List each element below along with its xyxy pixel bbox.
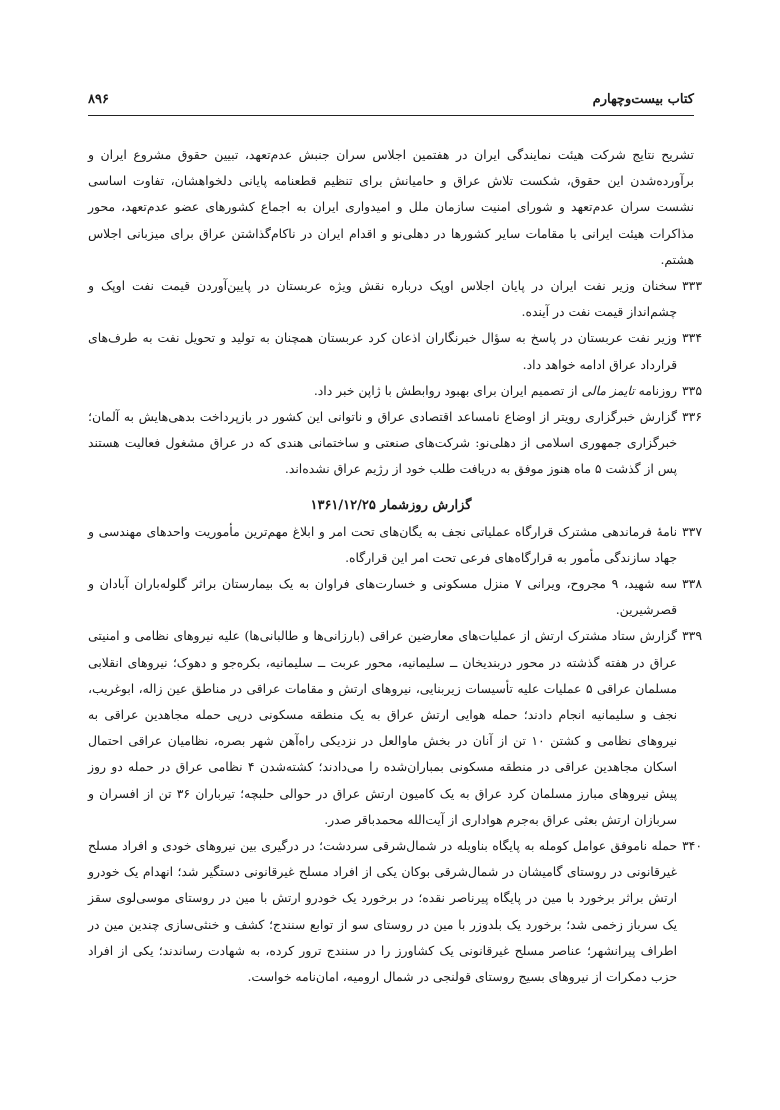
entry-list-a xyxy=(88,273,702,483)
entry-text: وزیر نفت عربستان در پاسخ به سؤال خبرنگاران اذعان کرد عربستان همچنان به تولید و تحویل نفت به طرف‌های قرارداد عراق ادامه خواهد داد. xyxy=(88,330,678,372)
entry-number: ۳۳۳ xyxy=(682,278,702,294)
entry-list-b xyxy=(88,519,702,991)
entry-number: ۳۳۹ xyxy=(682,628,702,644)
page-number: ۸۹۶ xyxy=(88,92,109,107)
entry-number: ۳۴۰ xyxy=(682,838,702,854)
entry-336 xyxy=(88,404,702,483)
entry-text: حمله ناموفق عوامل کومله به پایگاه بناویله در شمال‌شرقی سردشت؛ در درگیری بین نیروهای خودی و افراد مسلح غیرقانونی در روستای گامیشان در شمال‌شرقی بوکان یکی از افراد مسلح غیرقانونی دستگیر شد؛ انهدام یک خودرو ارتش براثر برخورد با مین در پایگاه پیرناصر نقده؛ در برخورد یک خودرو ارتش با مین در روستای موسی‌لوی سقز یک سرباز زخمی شد؛ برخورد یک بلدوزر با مین در روستای سو از توابع سنندج؛ کشف و خنثی‌سازی چندین مین در اطراف پیرانشهر؛ عناصر مسلح غیرقانونی یک کشاورز را در سنندج ترور کرده، به شهادت رساندند؛ یکی از افراد حزب دمکرات از نیروهای بسیج روستای قولنجی در شمال ارومیه، امان‌نامه خواست. xyxy=(88,838,678,985)
entry-text: گزارش ستاد مشترک ارتش از عملیات‌های معارضین عراقی (بارزانی‌ها و طالبانی‌ها) علیه نیروهای نظامی و امنیتی عراق در هفته گذشته در محور دربندیخان ــ سلیمانیه، محور عربت ــ سلیمانیه، بکره‌جو و دهوک؛ نیروهای انقلابی مسلمان عراقی ۵ عملیات علیه تأسیسات زیربنایی، نیروهای ارتش و مقامات عراقی در مناطق عین زاله، ابوغریب، نجف و سلیمانیه انجام دادند؛ حمله هوایی ارتش عراق به یک منطقه مسکونی درپی حمله مجاهدین عراقی به نیروهای نظامی و کشتن ۱۰ تن از آنان در بخش ماوالعل در نزدیکی راه‌آهن شهر بصره، نظامیان عراقی احتمال اسکان مجاهدین عراقی در منطقه مسکونی بمباران‌شده را می‌دادند؛ کشته‌شدن ۴ نظامی عراق در حمله دو روز پیش نیروهای مبارز مسلمان کرد عراق به یک کامیون ارتش عراق در حوالی حلبچه؛ تیرباران ۳۶ تن از افسران و سربازان ارتش بعثی عراق به‌جرم هواداری از آیت‌الله محمدباقر صدر. xyxy=(88,628,678,827)
entry-number: ۳۳۵ xyxy=(682,382,702,398)
intro-paragraph: تشریح نتایج شرکت هیئت نمایندگی ایران در هفتمین اجلاس سران جنبش عدم‌تعهد، تبیین حقوق مشروع ایران و برآورده‌شدن این حقوق، شکست تلاش عراق و حامیانش برای تنظیم قطعنامه پایانی دلخواهشان، تفاوت اساسی نشست سران عدم‌تعهد و شورای امنیت سازمان ملل و امیدواری ایران به اجماع کشورهای عضو عدم‌تعهد، محور مذاکرات هیئت ایرانی با مقامات سایر کشورها در دهلی‌نو و اقدام ایران در ناکام‌گذاشتن عراق برای میزبانی اجلاس هشتم. xyxy=(88,147,694,267)
entry-text: گزارش خبرگزاری رویتر از اوضاع نامساعد اقتصادی عراق و ناتوانی این کشور در بازپرداخت بدهی‌هایش به آلمان؛ خبرگزاری جمهوری اسلامی از دهلی‌نو: شرکت‌های صنعتی و ساختمانی هندی که در عراق مشغول فعالیت هستند پس از گذشت ۵ ماه هنوز موفق به دریافت طلب خود از رژیم عراق نشده‌اند. xyxy=(88,409,678,477)
entry-338 xyxy=(88,571,702,623)
entry-number: ۳۳۷ xyxy=(682,523,702,539)
document-page xyxy=(88,92,702,990)
entry-333 xyxy=(88,273,702,325)
entry-text: سخنان وزیر نفت ایران در پایان اجلاس اوپک درباره نقش ویژه عربستان در پایین‌آوردن قیمت نفت اوپک و چشم‌انداز قیمت نفت در آینده. xyxy=(88,278,678,320)
entry-number: ۳۳۶ xyxy=(682,409,702,425)
newspaper-name: تایمز مالی xyxy=(581,382,635,398)
entry-339 xyxy=(88,623,702,833)
section-title: گزارش روزشمار ۱۳۶۱/۱۲/۲۵ xyxy=(310,497,472,513)
entry-number: ۳۳۸ xyxy=(682,576,702,592)
book-title: کتاب بیست‌وچهارم xyxy=(592,92,694,107)
header-rule xyxy=(88,115,694,116)
entry-337 xyxy=(88,519,702,571)
entry-text-pre: روزنامه xyxy=(634,382,678,398)
entry-340 xyxy=(88,833,702,990)
entry-text: نامهٔ فرماندهی مشترک قرارگاه عملیاتی نجف به یگان‌های تحت امر و ابلاغ مهم‌ترین مأموریت واحدهای مهندسی و جهاد سازندگی مأمور به قرارگاه‌های فرعی تحت امر این قرارگاه. xyxy=(88,523,678,565)
entry-text xyxy=(88,378,677,404)
entry-number: ۳۳۴ xyxy=(682,330,702,346)
entry-text-post: از تصمیم ایران برای بهبود روابطش با ژاپن خبر داد. xyxy=(313,382,582,398)
entry-text: سه شهید، ۹ مجروح، ویرانی ۷ منزل مسکونی و خسارت‌های فراوان به یک بیمارستان براثر گلوله‌باران آبادان و قصرشیرین. xyxy=(88,576,678,618)
page-header xyxy=(88,92,694,115)
entry-334 xyxy=(88,325,702,377)
entry-335 xyxy=(88,378,702,404)
